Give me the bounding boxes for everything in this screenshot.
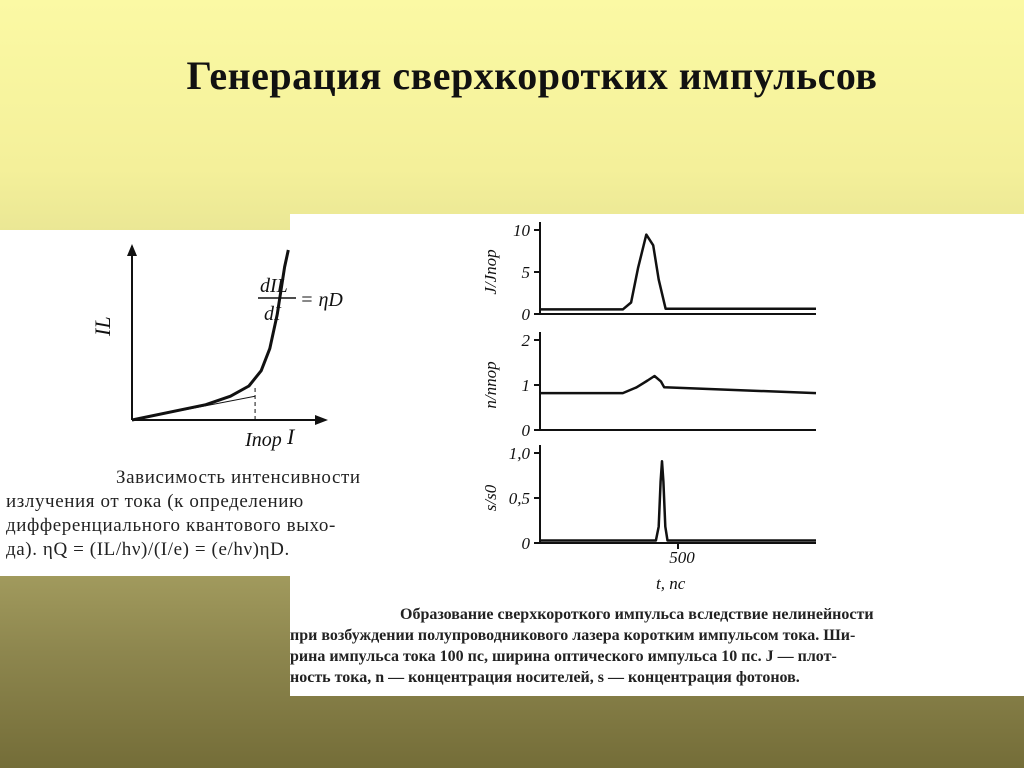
light-current-chart: [90, 236, 360, 456]
y-tick-label: 0: [521, 421, 530, 440]
series-line: [540, 461, 816, 540]
caption-line: излучения от тока (к определению: [6, 491, 304, 512]
y-axis-label: IL: [90, 316, 115, 336]
x-axis-label: I: [287, 424, 295, 449]
y-tick-label: 10: [513, 221, 530, 240]
caption-line: рина импульса тока 100 пс, ширина оптического импульса 10 пс. J — плот-: [290, 648, 837, 665]
caption-line: ность тока, n — концентрация носителей, s — концентрация фотонов.: [290, 669, 800, 686]
x-axis-label: t, пс: [656, 574, 686, 593]
photon-concentration-chart: [470, 443, 830, 598]
y-tick-label: 1: [521, 376, 530, 395]
annotation-denominator: dI: [264, 303, 281, 325]
left-figure-caption: [6, 466, 438, 562]
series-line: [540, 235, 816, 310]
annotation-rhs: = ηD: [300, 289, 343, 311]
threshold-tick-label: Iпор: [245, 429, 282, 451]
y-axis-arrow: [127, 244, 137, 256]
caption-line: при возбуждении полупроводникового лазера коротким импульсом тока. Ши-: [290, 627, 856, 644]
right-figure-caption: [290, 604, 1024, 688]
x-tick-label: 500: [669, 548, 695, 567]
y-tick-label: 5: [521, 263, 530, 282]
y-tick-label: 2: [521, 331, 530, 350]
y-tick-label: 0: [521, 305, 530, 324]
y-axis-label: n/nпор: [481, 361, 500, 409]
caption-formula-line: да). ηQ = (IL/hν)/(I/e) = (e/hν)ηD.: [6, 539, 290, 560]
slide-title: Генерация сверхкоротких импульсов: [186, 53, 878, 98]
y-axis-label: J/Jпор: [481, 249, 500, 295]
annotation-numerator: dIL: [260, 275, 288, 297]
x-axis-arrow: [315, 415, 328, 425]
caption-line: Образование сверхкороткого импульса вследствие нелинейности: [400, 606, 874, 623]
y-axis-label: s/s0: [481, 484, 500, 512]
carrier-concentration-chart: [470, 330, 830, 442]
y-tick-label: 0: [521, 534, 530, 553]
y-tick-label: 1,0: [508, 444, 530, 463]
current-density-chart: [470, 218, 830, 328]
caption-line: Зависимость интенсивности: [116, 467, 361, 488]
series-line: [540, 376, 816, 393]
y-tick-label: 0,5: [508, 489, 530, 508]
caption-line: дифференциального квантового выхо-: [6, 515, 336, 536]
